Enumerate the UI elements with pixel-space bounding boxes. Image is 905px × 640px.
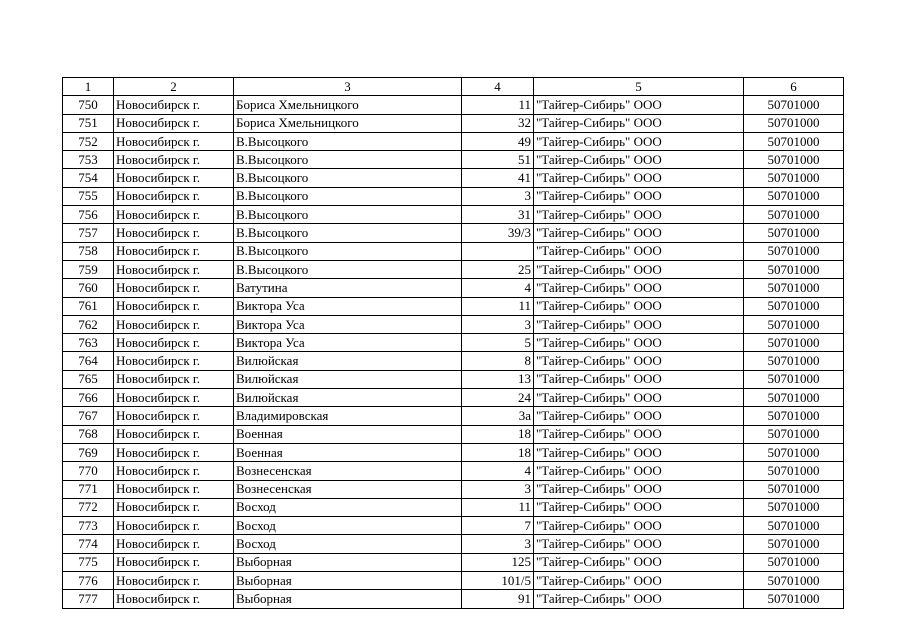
code-cell: 50701000 (744, 114, 844, 132)
house-number-cell: 18 (462, 443, 534, 461)
street-cell: В.Высоцкого (234, 132, 462, 150)
table-row (63, 480, 844, 498)
city-cell: Новосибирск г. (114, 535, 234, 553)
city-cell: Новосибирск г. (114, 553, 234, 571)
company-cell: "Тайгер-Сибирь" ООО (534, 370, 744, 388)
street-cell: Вилюйская (234, 370, 462, 388)
table-row (63, 334, 844, 352)
table-row (63, 114, 844, 132)
row-number-cell: 775 (63, 553, 114, 571)
city-cell: Новосибирск г. (114, 96, 234, 114)
street-cell: Бориса Хмельницкого (234, 96, 462, 114)
house-number-cell (462, 242, 534, 260)
table-row (63, 315, 844, 333)
table-row (63, 462, 844, 480)
city-cell: Новосибирск г. (114, 242, 234, 260)
city-cell: Новосибирск г. (114, 370, 234, 388)
city-cell: Новосибирск г. (114, 187, 234, 205)
company-cell: "Тайгер-Сибирь" ООО (534, 498, 744, 516)
row-number-cell: 755 (63, 187, 114, 205)
row-number-cell: 768 (63, 425, 114, 443)
company-cell: "Тайгер-Сибирь" ООО (534, 352, 744, 370)
table-row (63, 187, 844, 205)
address-table (62, 77, 844, 609)
street-cell: В.Высоцкого (234, 187, 462, 205)
house-number-cell: 18 (462, 425, 534, 443)
code-cell: 50701000 (744, 206, 844, 224)
city-cell: Новосибирск г. (114, 132, 234, 150)
row-number-cell: 760 (63, 279, 114, 297)
company-cell: "Тайгер-Сибирь" ООО (534, 425, 744, 443)
company-cell: "Тайгер-Сибирь" ООО (534, 169, 744, 187)
company-cell: "Тайгер-Сибирь" ООО (534, 553, 744, 571)
street-cell: В.Высоцкого (234, 224, 462, 242)
header-cell-2: 2 (114, 78, 234, 96)
code-cell: 50701000 (744, 535, 844, 553)
row-number-cell: 754 (63, 169, 114, 187)
company-cell: "Тайгер-Сибирь" ООО (534, 572, 744, 590)
street-cell: Ватутина (234, 279, 462, 297)
city-cell: Новосибирск г. (114, 407, 234, 425)
house-number-cell: 25 (462, 260, 534, 278)
house-number-cell: 51 (462, 151, 534, 169)
row-number-cell: 770 (63, 462, 114, 480)
city-cell: Новосибирск г. (114, 498, 234, 516)
company-cell: "Тайгер-Сибирь" ООО (534, 279, 744, 297)
company-cell: "Тайгер-Сибирь" ООО (534, 389, 744, 407)
company-cell: "Тайгер-Сибирь" ООО (534, 315, 744, 333)
company-cell: "Тайгер-Сибирь" ООО (534, 590, 744, 608)
company-cell: "Тайгер-Сибирь" ООО (534, 206, 744, 224)
code-cell: 50701000 (744, 242, 844, 260)
city-cell: Новосибирск г. (114, 206, 234, 224)
header-cell-5: 5 (534, 78, 744, 96)
row-number-cell: 753 (63, 151, 114, 169)
row-number-cell: 763 (63, 334, 114, 352)
street-cell: Военная (234, 425, 462, 443)
house-number-cell: 32 (462, 114, 534, 132)
row-number-cell: 771 (63, 480, 114, 498)
house-number-cell: 11 (462, 96, 534, 114)
row-number-cell: 777 (63, 590, 114, 608)
city-cell: Новосибирск г. (114, 352, 234, 370)
table-row (63, 572, 844, 590)
code-cell: 50701000 (744, 480, 844, 498)
code-cell: 50701000 (744, 352, 844, 370)
house-number-cell: 125 (462, 553, 534, 571)
code-cell: 50701000 (744, 517, 844, 535)
city-cell: Новосибирск г. (114, 462, 234, 480)
table-row (63, 352, 844, 370)
street-cell: Вилюйская (234, 389, 462, 407)
table-header-row (63, 78, 844, 96)
city-cell: Новосибирск г. (114, 169, 234, 187)
house-number-cell: 24 (462, 389, 534, 407)
table-body (63, 78, 844, 609)
row-number-cell: 764 (63, 352, 114, 370)
house-number-cell: 4 (462, 462, 534, 480)
street-cell: Виктора Уса (234, 334, 462, 352)
company-cell: "Тайгер-Сибирь" ООО (534, 96, 744, 114)
street-cell: Восход (234, 498, 462, 516)
code-cell: 50701000 (744, 96, 844, 114)
code-cell: 50701000 (744, 279, 844, 297)
company-cell: "Тайгер-Сибирь" ООО (534, 407, 744, 425)
row-number-cell: 752 (63, 132, 114, 150)
city-cell: Новосибирск г. (114, 443, 234, 461)
code-cell: 50701000 (744, 425, 844, 443)
row-number-cell: 769 (63, 443, 114, 461)
code-cell: 50701000 (744, 443, 844, 461)
table-row (63, 279, 844, 297)
house-number-cell: 49 (462, 132, 534, 150)
street-cell: Выборная (234, 572, 462, 590)
company-cell: "Тайгер-Сибирь" ООО (534, 132, 744, 150)
table-row (63, 370, 844, 388)
table-row (63, 224, 844, 242)
row-number-cell: 773 (63, 517, 114, 535)
table-row (63, 206, 844, 224)
table-row (63, 535, 844, 553)
code-cell: 50701000 (744, 151, 844, 169)
code-cell: 50701000 (744, 169, 844, 187)
table-row (63, 425, 844, 443)
house-number-cell: 13 (462, 370, 534, 388)
table-row (63, 517, 844, 535)
company-cell: "Тайгер-Сибирь" ООО (534, 242, 744, 260)
row-number-cell: 776 (63, 572, 114, 590)
code-cell: 50701000 (744, 132, 844, 150)
house-number-cell: 11 (462, 498, 534, 516)
street-cell: Бориса Хмельницкого (234, 114, 462, 132)
street-cell: Восход (234, 535, 462, 553)
row-number-cell: 767 (63, 407, 114, 425)
street-cell: Виктора Уса (234, 297, 462, 315)
street-cell: В.Высоцкого (234, 151, 462, 169)
city-cell: Новосибирск г. (114, 334, 234, 352)
table-row (63, 389, 844, 407)
house-number-cell: 5 (462, 334, 534, 352)
street-cell: В.Высоцкого (234, 169, 462, 187)
street-cell: Восход (234, 517, 462, 535)
company-cell: "Тайгер-Сибирь" ООО (534, 443, 744, 461)
row-number-cell: 759 (63, 260, 114, 278)
table-row (63, 297, 844, 315)
street-cell: В.Высоцкого (234, 206, 462, 224)
code-cell: 50701000 (744, 462, 844, 480)
code-cell: 50701000 (744, 297, 844, 315)
company-cell: "Тайгер-Сибирь" ООО (534, 334, 744, 352)
code-cell: 50701000 (744, 315, 844, 333)
house-number-cell: 39/3 (462, 224, 534, 242)
table-row (63, 407, 844, 425)
city-cell: Новосибирск г. (114, 279, 234, 297)
house-number-cell: 3а (462, 407, 534, 425)
code-cell: 50701000 (744, 590, 844, 608)
street-cell: Владимировская (234, 407, 462, 425)
city-cell: Новосибирск г. (114, 425, 234, 443)
company-cell: "Тайгер-Сибирь" ООО (534, 535, 744, 553)
header-cell-4: 4 (462, 78, 534, 96)
company-cell: "Тайгер-Сибирь" ООО (534, 462, 744, 480)
code-cell: 50701000 (744, 370, 844, 388)
city-cell: Новосибирск г. (114, 151, 234, 169)
city-cell: Новосибирск г. (114, 260, 234, 278)
city-cell: Новосибирск г. (114, 224, 234, 242)
code-cell: 50701000 (744, 389, 844, 407)
table-row (63, 242, 844, 260)
row-number-cell: 758 (63, 242, 114, 260)
house-number-cell: 11 (462, 297, 534, 315)
house-number-cell: 8 (462, 352, 534, 370)
table-row (63, 151, 844, 169)
code-cell: 50701000 (744, 334, 844, 352)
header-cell-6: 6 (744, 78, 844, 96)
row-number-cell: 766 (63, 389, 114, 407)
code-cell: 50701000 (744, 572, 844, 590)
city-cell: Новосибирск г. (114, 572, 234, 590)
house-number-cell: 41 (462, 169, 534, 187)
company-cell: "Тайгер-Сибирь" ООО (534, 260, 744, 278)
row-number-cell: 774 (63, 535, 114, 553)
row-number-cell: 750 (63, 96, 114, 114)
house-number-cell: 101/5 (462, 572, 534, 590)
street-cell: Военная (234, 443, 462, 461)
house-number-cell: 3 (462, 535, 534, 553)
row-number-cell: 765 (63, 370, 114, 388)
city-cell: Новосибирск г. (114, 590, 234, 608)
company-cell: "Тайгер-Сибирь" ООО (534, 114, 744, 132)
table-row (63, 553, 844, 571)
street-cell: Виктора Уса (234, 315, 462, 333)
table-row (63, 132, 844, 150)
row-number-cell: 762 (63, 315, 114, 333)
header-cell-3: 3 (234, 78, 462, 96)
table-row (63, 498, 844, 516)
city-cell: Новосибирск г. (114, 517, 234, 535)
company-cell: "Тайгер-Сибирь" ООО (534, 517, 744, 535)
city-cell: Новосибирск г. (114, 114, 234, 132)
house-number-cell: 3 (462, 315, 534, 333)
company-cell: "Тайгер-Сибирь" ООО (534, 187, 744, 205)
city-cell: Новосибирск г. (114, 480, 234, 498)
company-cell: "Тайгер-Сибирь" ООО (534, 224, 744, 242)
street-cell: Вилюйская (234, 352, 462, 370)
city-cell: Новосибирск г. (114, 389, 234, 407)
street-cell: В.Высоцкого (234, 242, 462, 260)
company-cell: "Тайгер-Сибирь" ООО (534, 480, 744, 498)
city-cell: Новосибирск г. (114, 297, 234, 315)
house-number-cell: 4 (462, 279, 534, 297)
house-number-cell: 7 (462, 517, 534, 535)
house-number-cell: 3 (462, 480, 534, 498)
house-number-cell: 31 (462, 206, 534, 224)
city-cell: Новосибирск г. (114, 315, 234, 333)
street-cell: Вознесенская (234, 480, 462, 498)
street-cell: Выборная (234, 590, 462, 608)
table-row (63, 169, 844, 187)
code-cell: 50701000 (744, 498, 844, 516)
table-row (63, 443, 844, 461)
company-cell: "Тайгер-Сибирь" ООО (534, 297, 744, 315)
row-number-cell: 756 (63, 206, 114, 224)
code-cell: 50701000 (744, 553, 844, 571)
house-number-cell: 91 (462, 590, 534, 608)
table-row (63, 260, 844, 278)
code-cell: 50701000 (744, 260, 844, 278)
company-cell: "Тайгер-Сибирь" ООО (534, 151, 744, 169)
row-number-cell: 772 (63, 498, 114, 516)
code-cell: 50701000 (744, 407, 844, 425)
street-cell: В.Высоцкого (234, 260, 462, 278)
street-cell: Выборная (234, 553, 462, 571)
table-row (63, 96, 844, 114)
street-cell: Вознесенская (234, 462, 462, 480)
code-cell: 50701000 (744, 224, 844, 242)
row-number-cell: 751 (63, 114, 114, 132)
row-number-cell: 761 (63, 297, 114, 315)
house-number-cell: 3 (462, 187, 534, 205)
row-number-cell: 757 (63, 224, 114, 242)
header-cell-1: 1 (63, 78, 114, 96)
code-cell: 50701000 (744, 187, 844, 205)
table-row (63, 590, 844, 608)
